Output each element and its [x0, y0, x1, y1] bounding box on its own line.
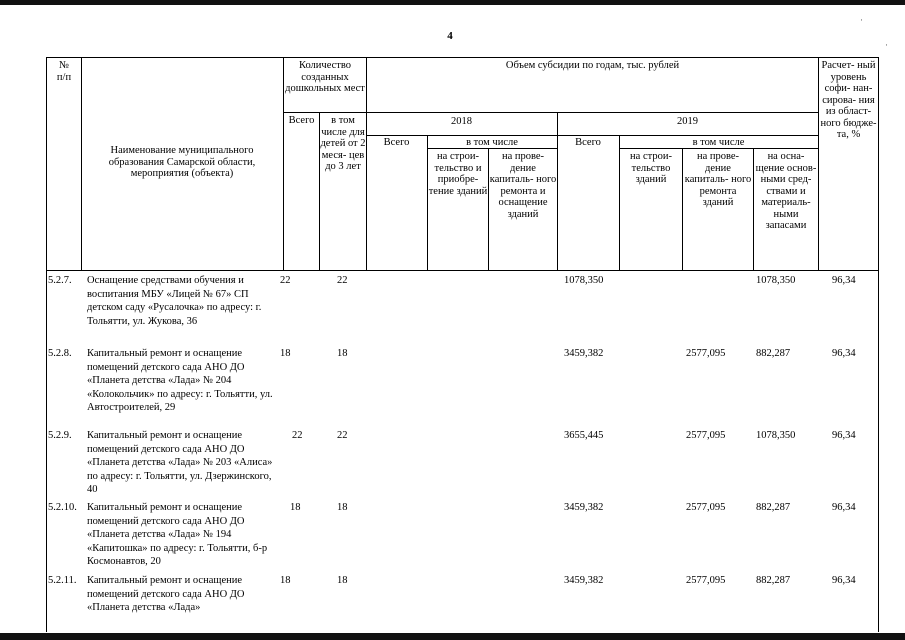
cell-name: Капитальный ремонт и оснащение помещений детского сада АНО ДО «Планета детства «Лада» [87, 575, 245, 613]
header-bottom-line [46, 270, 878, 271]
col-line [818, 57, 819, 270]
scan-border-top [0, 0, 905, 5]
header-subsidy: Объем субсидии по годам, тыс. рублей [505, 60, 680, 71]
cell-rate: 96,34 [832, 348, 856, 359]
scan-speck: · [885, 40, 888, 50]
header-no: № п/п [56, 60, 72, 83]
cell-equip-2019: 882,287 [756, 575, 791, 586]
header-year-2018: 2018 [451, 116, 472, 127]
header-2019-repair: на прове- дение капиталь- ного ремонта зданий [684, 151, 752, 208]
scan-speck: · [860, 15, 863, 25]
row-line [366, 112, 818, 113]
table-border-left [46, 57, 47, 632]
cell-name: Капитальный ремонт и оснащение помещений детского сада АНО ДО «Планета детства «Лада» № 203 «Алиса» по адресу: г. Тольятти, ул. Дзержинского, 40 [87, 430, 273, 495]
cell-infants: 18 [337, 502, 348, 513]
col-line [283, 57, 284, 270]
cell-name: Оснащение средствами обучения и воспитания МБУ «Лицей № 67» СП детском саду «Русалочка» по адресу: г. Тольятти, ул. Жукова, 36 [87, 275, 262, 327]
header-2018-repair: на прове- дение капиталь- ного ремонта и оснащение зданий [489, 151, 557, 220]
cell-repair-2019: 2577,095 [686, 430, 726, 441]
cell-total: 22 [280, 275, 291, 286]
cell-infants: 18 [337, 575, 348, 586]
header-year-2019: 2019 [677, 116, 698, 127]
cell-equip-2019: 1078,350 [756, 275, 796, 286]
cell-no: 5.2.11. [48, 575, 77, 586]
col-line [81, 57, 82, 270]
header-2019-build: на строи- тельство зданий [630, 151, 672, 185]
cell-total-2019: 1078,350 [564, 275, 604, 286]
cell-total: 18 [280, 575, 291, 586]
header-2018-total: Всего [383, 137, 410, 148]
header-rate: Расчет- ный уровень софи- нан- сирова- ния из област- ного бюдже- та, % [820, 60, 877, 140]
header-2019-total: Всего [575, 137, 601, 148]
header-count: Количество созданных дошкольных мест [285, 60, 365, 94]
cell-no: 5.2.8. [48, 348, 72, 359]
cell-rate: 96,34 [832, 502, 856, 513]
cell-repair-2019: 2577,095 [686, 575, 726, 586]
cell-total-2019: 3459,382 [564, 502, 604, 513]
cell-total: 18 [280, 348, 291, 359]
cell-repair-2019: 2577,095 [686, 502, 726, 513]
table-border-top [46, 57, 878, 58]
cell-repair-2019: 2577,095 [686, 348, 726, 359]
page-number: 4 [447, 30, 453, 42]
cell-rate: 96,34 [832, 430, 856, 441]
header-2019-incl: в том числе [692, 137, 745, 148]
table-border-right [878, 57, 879, 632]
cell-equip-2019: 1078,350 [756, 430, 796, 441]
header-2019-equip: на осна- щение основ- ными сред- ствами и материаль- ными запасами [755, 151, 817, 231]
cell-total-2019: 3459,382 [564, 348, 604, 359]
header-2018-build: на строи- тельство и приобре- тение зданий [428, 151, 488, 197]
cell-total-2019: 3459,382 [564, 575, 604, 586]
header-2018-incl: в том числе [466, 137, 518, 148]
cell-total: 22 [292, 430, 303, 441]
cell-rate: 96,34 [832, 275, 856, 286]
cell-name: Капитальный ремонт и оснащение помещений детского сада АНО ДО «Планета детства «Лада» № 194 «Капитошка» по адресу: г. Тольятти, б-р Космонавтов, 20 [87, 502, 268, 567]
cell-total-2019: 3655,445 [564, 430, 604, 441]
cell-infants: 22 [337, 430, 348, 441]
cell-rate: 96,34 [832, 575, 856, 586]
scan-border-bottom [0, 633, 905, 640]
cell-name: Капитальный ремонт и оснащение помещений детского сада АНО ДО «Планета детства «Лада» № 204 «Колокольчик» по адресу: г. Тольятти, ул. Автостроителей, 29 [87, 348, 273, 413]
cell-infants: 22 [337, 275, 348, 286]
header-count-total: Всего [288, 115, 315, 126]
cell-infants: 18 [337, 348, 348, 359]
row-line [283, 112, 366, 113]
cell-equip-2019: 882,287 [756, 348, 791, 359]
row-line [366, 135, 818, 136]
cell-no: 5.2.10. [48, 502, 77, 513]
cell-no: 5.2.9. [48, 430, 72, 441]
cell-total: 18 [290, 502, 301, 513]
header-name: Наименование муниципального образования Самарской области, мероприятия (объекта) [108, 145, 256, 179]
col-line [366, 57, 367, 270]
cell-equip-2019: 882,287 [756, 502, 791, 513]
header-count-infants: в том числе для детей от 2 меся- цев до 3 лет [320, 115, 366, 172]
cell-no: 5.2.7. [48, 275, 72, 286]
